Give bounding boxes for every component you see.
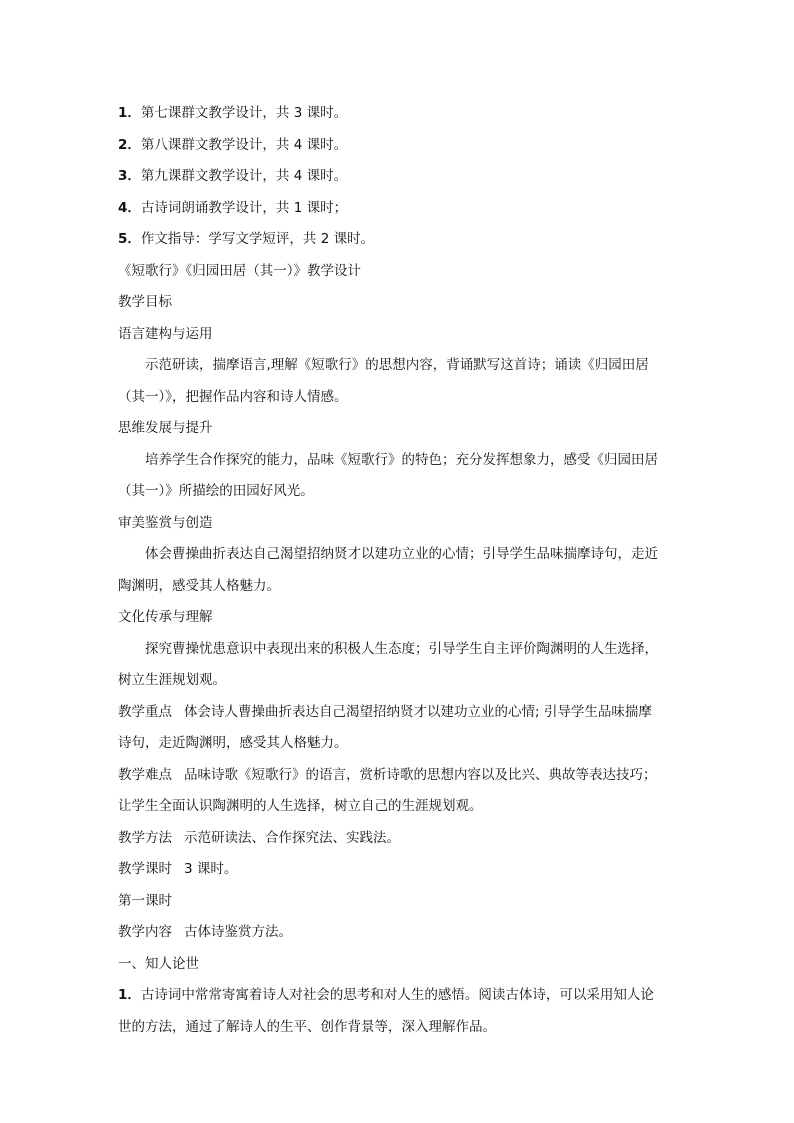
list-item [118,193,684,225]
teaching-methods [118,823,684,855]
methods-label: 教学方法 [118,829,172,846]
list-text: 第七课群文教学设计，共 3 课时。 [140,105,348,121]
paragraph-line: 培养学生合作探究的能力，品味《短歌行》的特色；充分发挥想象力，感受《归园田居 [145,451,658,468]
difficulties-label: 教学难点 [118,766,172,783]
paragraph-line: 树立生涯规划观。 [118,672,226,688]
teaching-hours [118,854,684,886]
paragraph-line: （其一）》所描绘的田园好风光。 [118,483,314,499]
paragraph-line: 示范研读，揣摩语言,理解《短歌行》的思想内容，背诵默写这首诗；诵读《归园田居 [145,357,649,373]
paragraph-line: 诗句，走近陶渊明，感受其人格魅力。 [118,735,348,751]
list-text: 第八课群文教学设计，共 4 课时。 [140,136,348,153]
list-text: 古诗词朗诵教学设计，共 1 课时； [140,199,348,216]
part-heading: 一、知人论世 [118,955,199,972]
methods-value: 示范研读法、合作探究法、实践法。 [184,829,400,846]
list-item [118,130,684,162]
list-text: 作文指导：学写文学短评，共 2 课时。 [140,231,375,247]
paragraph-line: 体会曹操曲折表达自己渴望招纳贤才以建功立业的心情；引导学生品味揣摩诗句，走近 [145,546,658,562]
section-heading: 语言建构与运用 [118,325,213,342]
list-number: 3． [118,168,141,184]
goals-heading: 教学目标 [118,294,172,310]
section-heading: 思维发展与提升 [118,420,213,436]
content-label: 教学内容 [118,924,172,940]
list-number: 1． [118,105,141,121]
section-heading: 审美鉴赏与创造 [118,514,213,531]
document-title: 《短歌行》《归园田居（其一）》教学设计 [118,262,361,279]
paragraph-line: 世的方法，通过了解诗人的生平、创作背景等，深入理解作品。 [118,1018,496,1035]
key-points-text: 体会诗人曹操曲折表达自己渴望招纳贤才以建功立业的心情; 引导学生品味揣摩 [184,703,652,720]
list-number: 2． [118,136,141,153]
paragraph-line: 探究曹操忧患意识中表现出来的积极人生态度；引导学生自主评价陶渊明的人生选择， [145,640,658,657]
document-body [118,98,684,1043]
paragraph-line: 让学生全面认识陶渊明的人生选择，树立自己的生涯规划观。 [118,798,483,814]
list-item [118,980,684,1012]
list-number: 1． [118,987,141,1003]
list-item [118,161,684,193]
list-text: 第九课群文教学设计，共 4 课时。 [140,168,348,184]
list-number: 4． [118,199,141,216]
difficulties-text: 品味诗歌《短歌行》的语言，赏析诗歌的思想内容以及比兴、典故等表达技巧； [184,766,657,783]
difficulties [118,760,684,792]
content-value: 古体诗鉴赏方法。 [184,924,292,940]
key-points-label: 教学重点 [118,703,172,720]
hours-label: 教学课时 [118,861,172,877]
teaching-content [118,917,684,949]
list-item [118,224,684,256]
paragraph-line: 陶渊明，感受其人格魅力。 [118,577,280,594]
hours-value: 3 课时。 [184,861,238,877]
list-item [118,98,684,130]
list-number: 5． [118,231,141,247]
section-heading: 文化传承与理解 [118,609,213,625]
paragraph-line: （其一）》，把握作品内容和诗人情感。 [118,388,348,405]
lesson-heading: 第一课时 [118,892,172,909]
key-points [118,697,684,729]
list-text: 古诗词中常常寄寓着诗人对社会的思考和对人生的感悟。阅读古体诗，可以采用知人论 [140,987,654,1003]
